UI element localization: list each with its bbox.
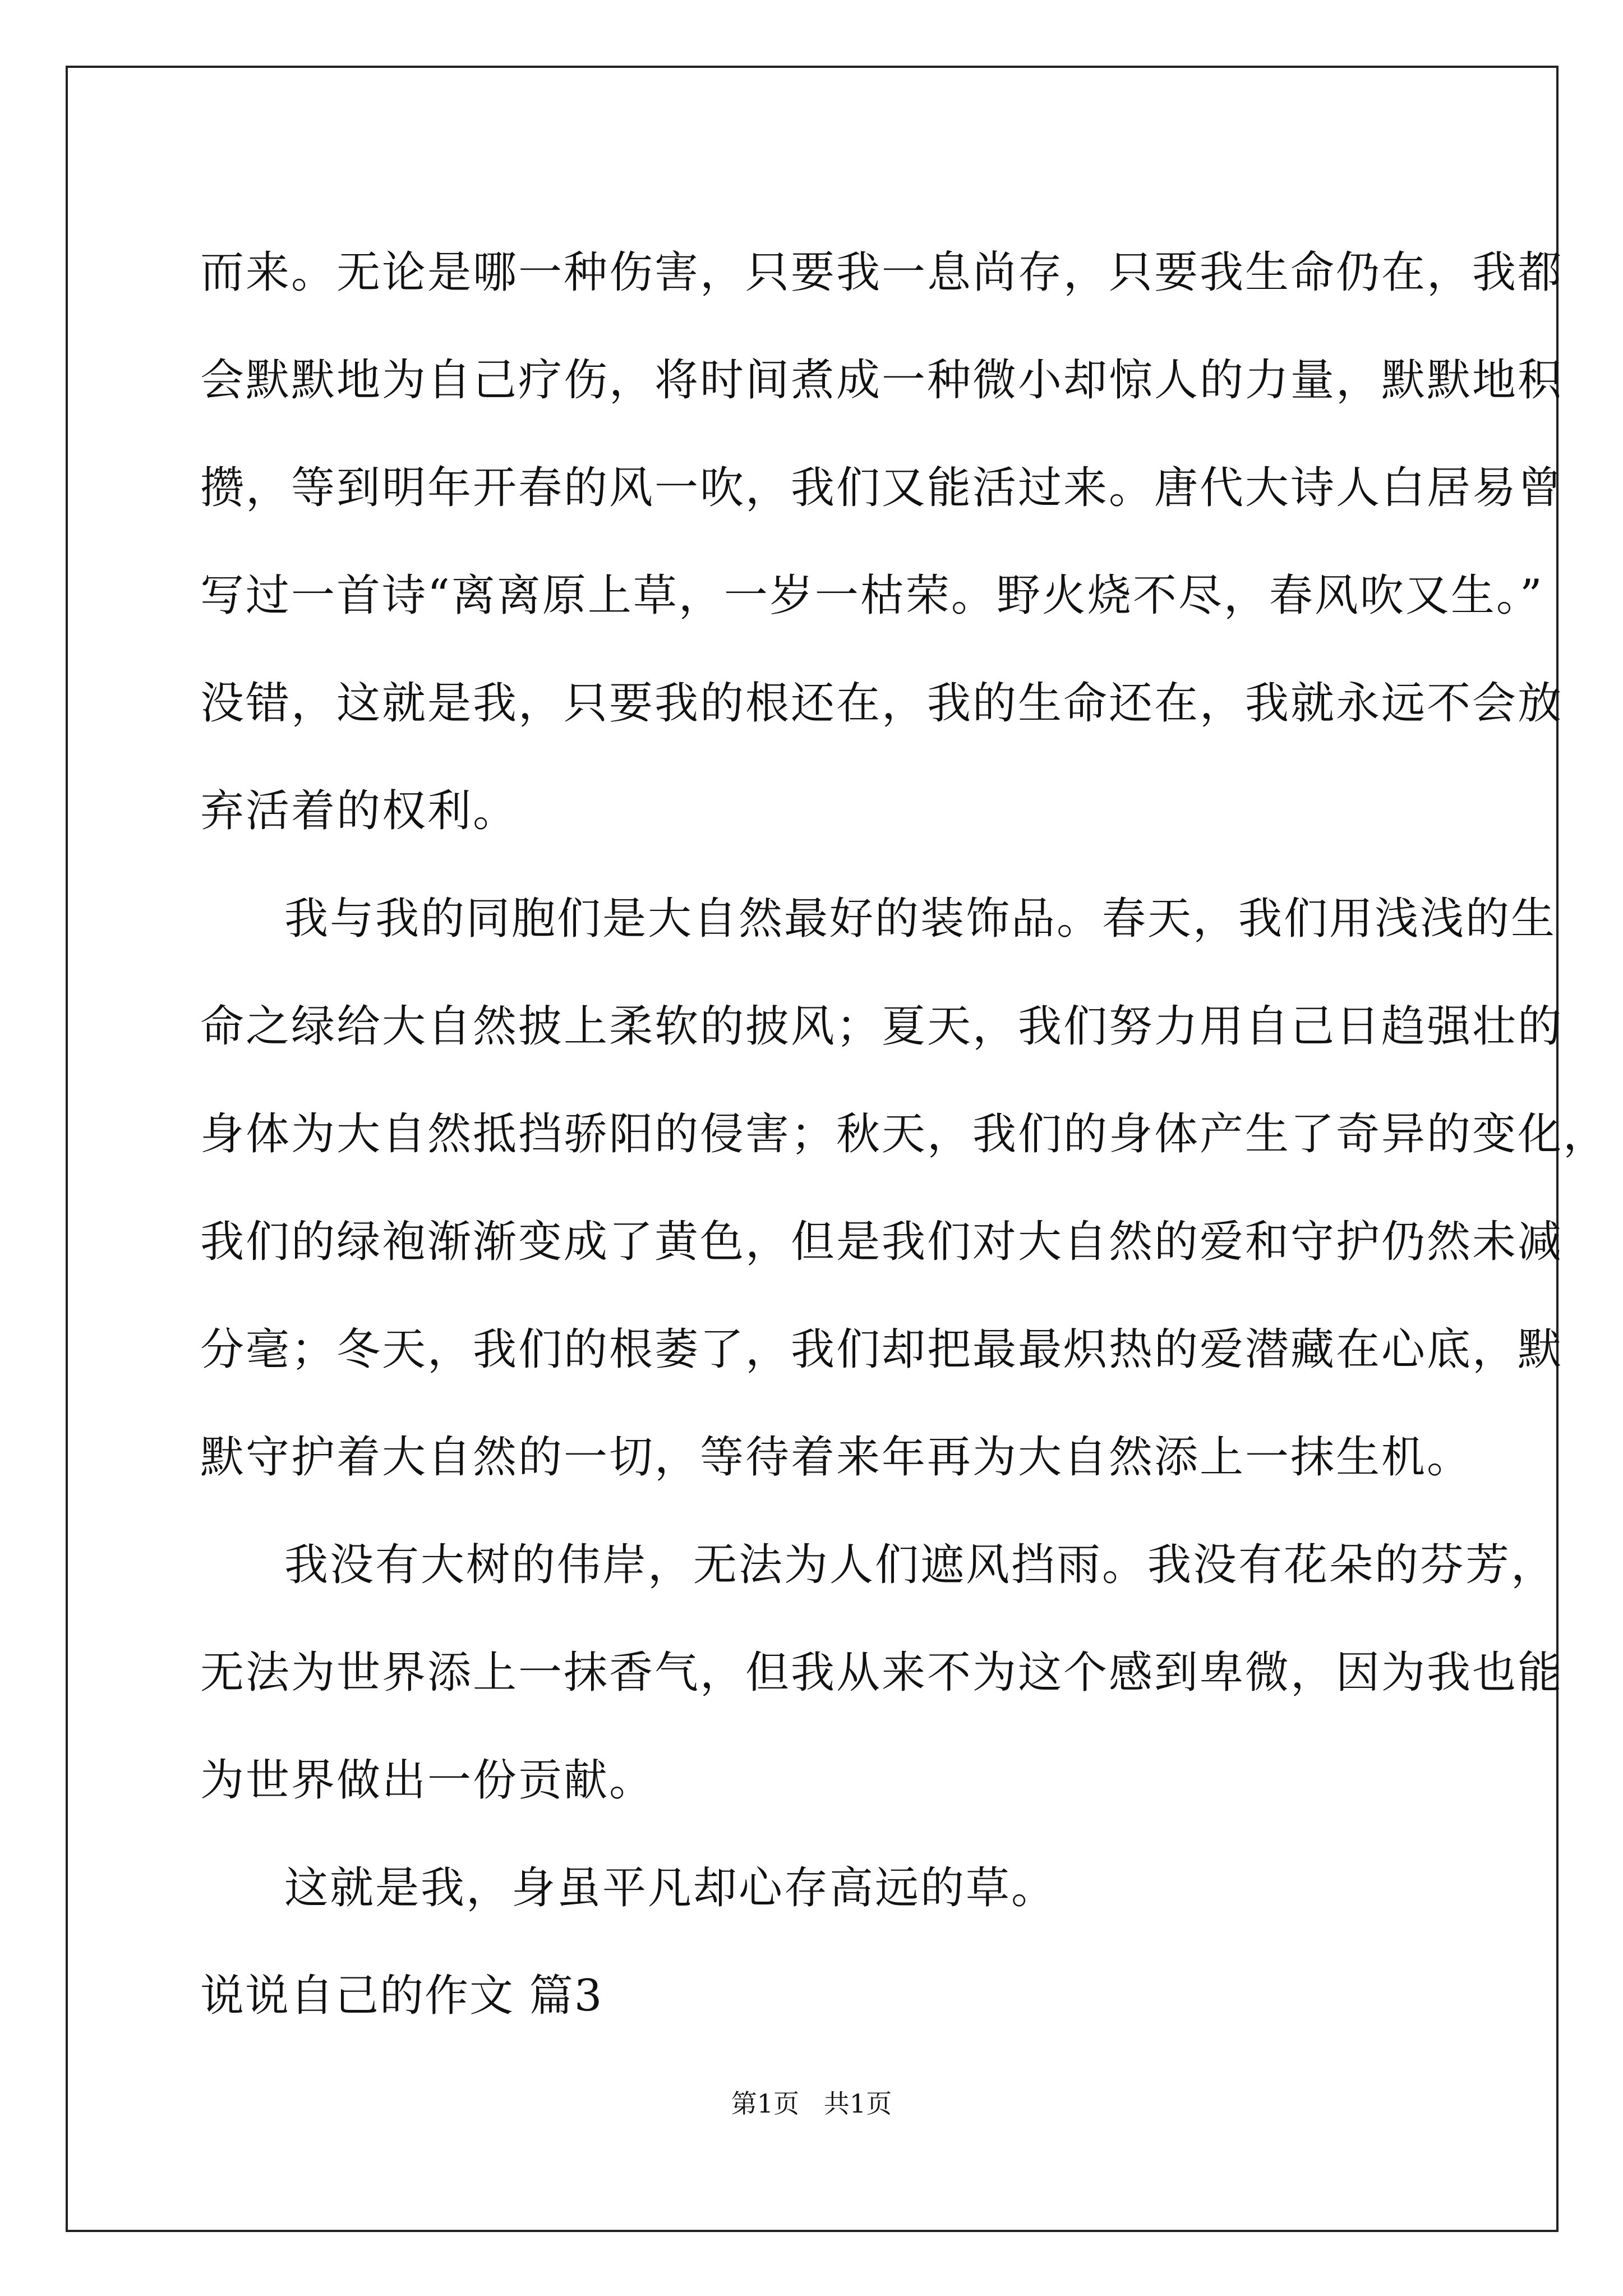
text-line: 命之绿给大自然披上柔软的披风；夏天，我们努力用自己日趋强壮的 [200, 1001, 1564, 1052]
text-line: 身体为大自然抵挡骄阳的侵害；秋天，我们的身体产生了奇异的变化， [200, 1109, 1609, 1159]
text-line: 分毫；冬天，我们的根萎了，我们却把最最炽热的爱潜藏在心底，默 [200, 1324, 1564, 1375]
text-line: 我们的绿袍渐渐变成了黄色，但是我们对大自然的爱和守护仍然未减 [200, 1217, 1564, 1267]
paragraph-first-line: 这就是我，身虽平凡却心存高远的草。 [284, 1863, 1057, 1913]
text-line: 攒，等到明年开春的风一吹，我们又能活过来。唐代大诗人白居易曾 [200, 463, 1564, 513]
text-line: 而来。无论是哪一种伤害，只要我一息尚存，只要我生命仍在，我都 [200, 247, 1564, 298]
paragraph-first-line: 我与我的同胞们是大自然最好的装饰品。春天，我们用浅浅的生 [284, 894, 1557, 944]
text-line: 弃活着的权利。 [200, 786, 519, 836]
text-line: 为世界做出一份贡献。 [200, 1755, 655, 1806]
text-line: 无法为世界添上一抹香气，但我从来不为这个感到卑微，因为我也能 [200, 1648, 1564, 1698]
text-line: 没错，这就是我，只要我的根还在，我的生命还在，我就永远不会放 [200, 678, 1564, 729]
text-line: 默守护着大自然的一切，等待着来年再为大自然添上一抹生机。 [200, 1432, 1473, 1483]
text-line: 写过一首诗“离离原上草，一岁一枯荣。野火烧不尽，春风吹又生。” [200, 570, 1544, 621]
document-body [200, 219, 1609, 2050]
paragraph-first-line: 我没有大树的伟岸，无法为人们遮风挡雨。我没有花朵的芬芳， [284, 1540, 1557, 1590]
text-line: 会默默地为自己疗伤，将时间煮成一种微小却惊人的力量，默默地积 [200, 355, 1564, 406]
section-heading: 说说自己的作文 篇3 [200, 1971, 603, 2021]
page-footer: 第1页 共1页 [731, 2088, 892, 2119]
